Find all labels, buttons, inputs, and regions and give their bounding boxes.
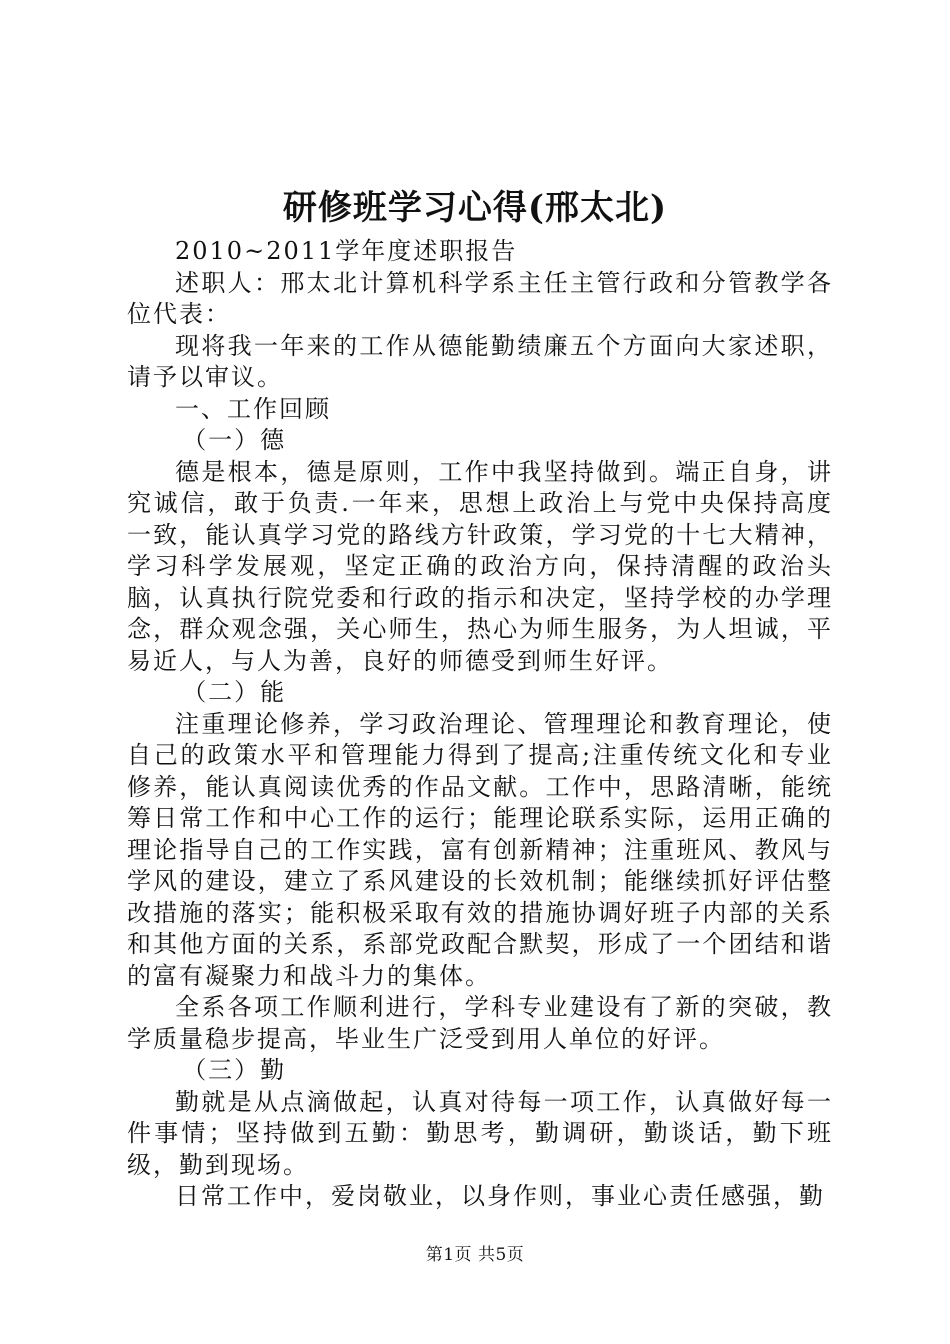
report-heading: 2010~2011学年度述职报告 [175,237,518,265]
document-title: 研修班学习心得(邢太北) [282,188,668,228]
paragraph-neng-result: 全系各项工作顺利进行，学科专业建设有了新的突破，教学质量稳步提高，毕业生广泛受到用人单位的好评。 [127,993,833,1053]
document-body [127,236,833,1213]
paragraph-intro: 现将我一年来的工作从德能勤绩廉五个方面向大家述职，请予以审议。 [127,331,833,391]
page-footer: 第1页 共5页 [425,1245,525,1265]
subsection-heading-qin: （三）勤 [182,1056,287,1084]
paragraph-de: 德是根本，德是原则，工作中我坚持做到。端正自身，讲究诚信，敢于负责.一年来，思想上政治上与党中央保持高度一致，能认真学习党的路线方针政策，学习党的十七大精神，学习科学发展观，坚定正确的政治方向，保持清醒的政治头脑，认真执行院党委和行政的指示和决定，坚持学校的办学理念，群众观念强，关心师生，热心为师生服务，为人坦诚，平易近人，与人为善，良好的师德受到师生好评。 [127,457,833,675]
section-heading-review: 一、工作回顾 [175,394,331,423]
paragraph-neng: 注重理论修养，学习政治理论、管理理论和教育理论，使自己的政策水平和管理能力得到了提高;注重传统文化和专业修养，能认真阅读优秀的作品文献。工作中，思路清晰，能统筹日常工作和中心工作的运行；能理论联系实际，运用正确的理论指导自己的工作实践，富有创新精神；注重班风、教风与学风的建设，建立了系风建设的长效机制；能继续抓好评估整改措施的落实；能积极采取有效的措施协调好班子内部的关系和其他方面的关系，系部党政配合默契，形成了一个团结和谐的富有凝聚力和战斗力的集体。 [127,709,833,990]
subsection-heading-de: （一）德 [182,426,287,454]
paragraph-daily-work: 日常工作中，爱岗敬业，以身作则，事业心责任感强，勤 [175,1182,825,1210]
paragraph-reporter: 述职人：邢太北计算机科学系主任主管行政和分管教学各位代表： [127,268,833,328]
paragraph-qin: 勤就是从点滴做起，认真对待每一项工作，认真做好每一件事情；坚持做到五勤：勤思考，勤调研，勤谈话，勤下班级，勤到现场。 [127,1087,833,1179]
subsection-heading-neng: （二）能 [182,678,287,706]
